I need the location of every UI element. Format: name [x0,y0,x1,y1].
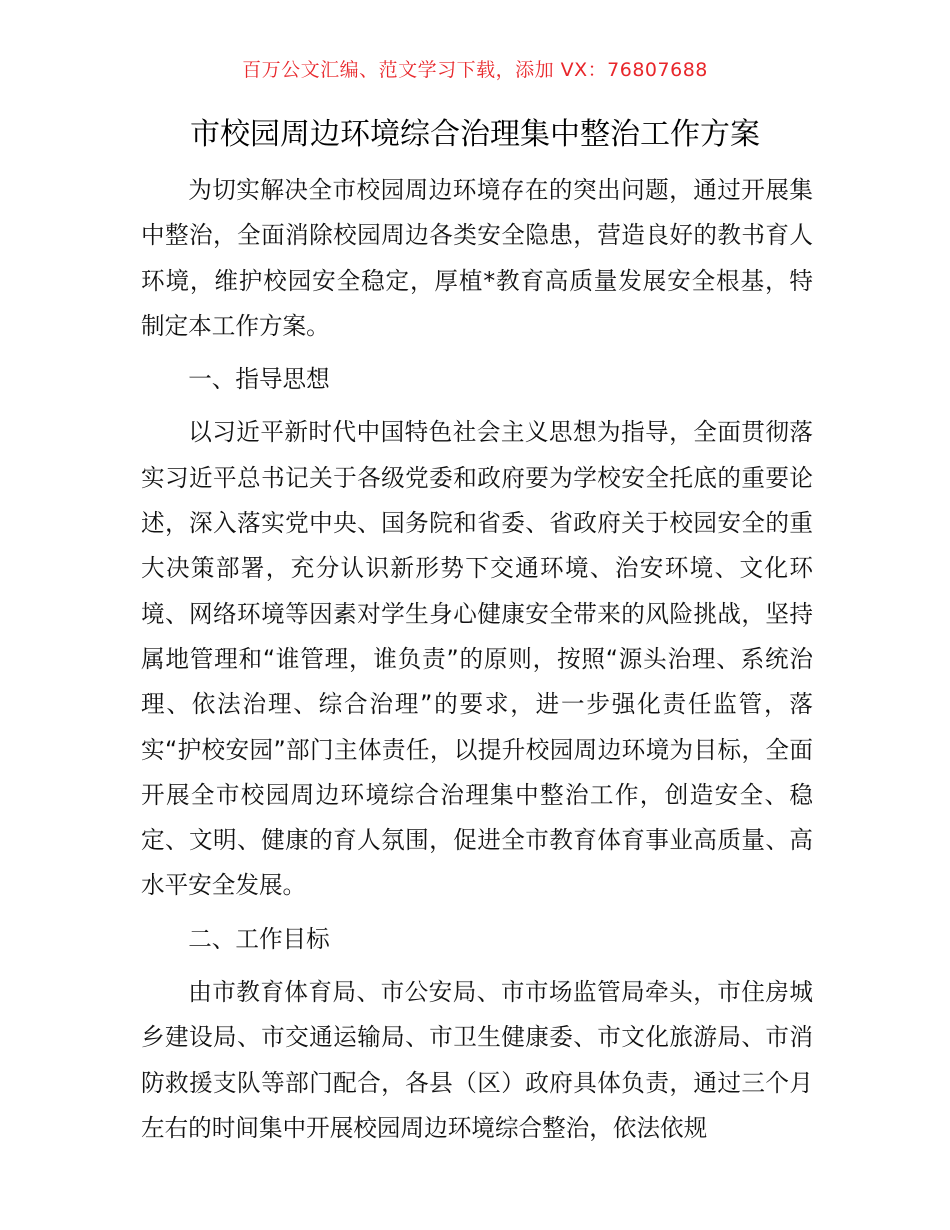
work-goals-paragraph: 由市教育体育局、市公安局、市市场监管局牵头，市住房城乡建设局、市交通运输局、市卫生健康委、市文化旅游局、市消防救援支队等部门配合，各县（区）政府具体负责，通过三个月左右的时间集中开展校园周边环境综合整治，依法依规 [141,978,813,1142]
section-heading-work-goals: 二、工作目标 [188,924,330,953]
intro-paragraph: 为切实解决全市校园周边环境存在的突出问题，通过开展集中整治，全面消除校园周边各类安全隐患，营造良好的教书育人环境，维护校园安全稳定，厚植*教育高质量发展安全根基，特制定本工作方案。 [141,176,813,340]
watermark-banner: 百万公文汇编、范文学习下载，添加 VX：76807688 [242,59,708,81]
document-title: 市校园周边环境综合治理集中整治工作方案 [190,117,760,152]
section-heading-guiding-ideology: 一、指导思想 [188,365,330,394]
guiding-ideology-paragraph: 以习近平新时代中国特色社会主义思想为指导，全面贯彻落实习近平总书记关于各级党委和政府要为学校安全托底的重要论述，深入落实党中央、国务院和省委、省政府关于校园安全的重大决策部署，充分认识新形势下交通环境、治安环境、文化环境、网络环境等因素对学生身心健康安全带来的风险挑战，坚持属地管理和“谁管理，谁负责”的原则，按照“源头治理、系统治理、依法治理、综合治理”的要求，进一步强化责任监管，落实“护校安园”部门主体责任，以提升校园周边环境为目标，全面开展全市校园周边环境综合治理集中整治工作，创造安全、稳定、文明、健康的育人氛围，促进全市教育体育事业高质量、高水平安全发展。 [141,418,813,900]
document-body [141,168,813,1159]
